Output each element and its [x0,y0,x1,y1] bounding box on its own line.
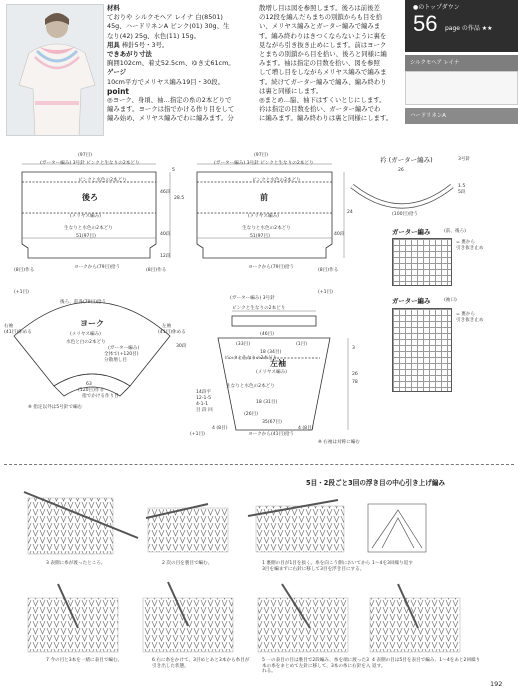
step4-caption: 4 表側の目は5目を表目で編み、1〜4をあと2回繰り返す。 [372,658,481,669]
instruction-line: 衿は指定の目数を拾い、ガーター編みでわ [259,105,381,114]
instruction-line: ◎まとめ…脇、袖下はすくいとじにします。 [259,96,386,105]
sleeve-label: 左袖 [270,359,286,368]
sleeve-mid: 18 (34目) [260,350,282,355]
yoke-right-sleeve: 右袖 [4,324,14,329]
materials-line: なり(42) 25g、水色(11) 15g。 [107,31,201,40]
step6-caption: 6 右に糸をかけて、3目めとあと3本から糸目が引き出した状態。 [152,658,250,669]
chart1-legend1: = 裏から [456,240,476,245]
instruction-line: に編みます。編み終わりは裏と同様にします。 [259,114,393,123]
tools-heading: 用具 [107,40,120,49]
step7-caption: 7 今の目と3本を一緒に表目で編む。 [46,658,123,663]
instruction-line: い、メリヤス編みとガーター編みで編みま [259,22,381,31]
sleeve-garter: (ガーター編み) 3号針 [230,296,275,301]
sleeve-mid2: 18 (31目) [256,400,278,405]
back-dim-top: 5 [172,168,175,173]
front-width-mid: 51(97目) [250,234,270,239]
back-rows-a: 46段 [160,190,171,195]
tools-text: 棒針5号・3号。 [121,40,169,49]
front-pickup: ヨークから(79目)拾う [248,265,295,270]
instruction-line: して増し目をしながらメリヤス編みで編みま [259,68,387,77]
yarn-swatch-silk: シルクモヘア レイナ [405,55,518,71]
page-number: 192 [490,680,503,688]
back-yarn2: 生なりと水色の2本どり [64,226,113,231]
chart2-legend2: 引き抜き止め [456,318,484,323]
back-gusset-left: (8目)作る [14,268,35,273]
yoke-yarn: 水色と白の2本どり [66,340,106,345]
sleeve-rows-a: (33目) [236,342,251,347]
back-rows-b: 40段 [160,232,171,237]
chart2-legend1: = 裏から [456,312,476,317]
instruction-line: の12段を編んだらまちの別鎖からも目を拾 [259,13,383,22]
step1-caption: 1 裏側の目が1目を抜く。糸を向こう側においてから3目を編まずに右針に移して3目を浮き目にする。 [262,561,371,572]
yoke-sleeve-stitches-l: (41目)休める [158,330,186,335]
instruction-line: みます。袖は指定の目数を拾い、図を参照 [259,59,380,68]
yoke-note: ※ 指定以外は5号針で編む [28,405,83,410]
collar-title: 衿 (ガーター編み) [380,156,433,164]
materials-line: ておりや シルクモヘア レイナ 白(8501) [107,13,223,22]
yoke-stitch: (メリヤス編み) [70,332,101,337]
materials-block [107,4,255,124]
project-title-box [405,0,518,52]
front-width-top: (97目) [254,153,269,158]
swatch-sample [405,71,518,105]
sleeve-yarn-mid: 生なりと水色の2本どり [226,384,275,389]
collar-needle: 3号針 [458,157,471,162]
materials-heading: 材料 [107,4,120,12]
chart1-legend2: 引き抜き止め [456,246,484,251]
sleeve-dim-b: 26 [352,372,358,377]
point-line: 編みます。ヨークは指でかける作り目をして [107,105,235,114]
yoke-bottom-sts: (120目)作る [78,388,105,393]
sleeve-yarn-top: ピンクと生なりの2本どり [232,306,286,311]
collar-rows: 5段 [458,190,466,195]
garter-chart-body [392,238,452,286]
sleeve-bottom: 35(67目) [262,420,282,425]
point-heading: point [107,86,130,96]
back-label: 後ろ [82,193,98,202]
front-yarn2: 生なりと水色の2本どり [242,226,291,231]
sleeve-side2: 4 (8目) [298,426,314,431]
back-yarn1: ピンクと水色の2本どり [78,178,127,183]
sleeve-rows-b: (1目) [296,342,308,347]
title-page-number: 56 [413,11,438,36]
front-gusset: (8目)作る [318,268,339,273]
front-rows: 40段 [334,232,345,237]
cuff-chart-body [392,308,452,392]
front-height: 24 [347,210,353,215]
point-line: ◎ヨーク、身頃、袖…指定の糸の2本どりで [107,96,232,105]
back-garter-label: (ガーター編み) 3号針 ピンクと生なりの2本どり [40,161,140,166]
sleeve-pickup: ヨークから(41目)拾う [248,432,295,437]
yoke-neck: 全体で(+120目) [104,352,139,357]
yoke-sleeve-stitches-r: (41目)休める [4,330,32,335]
technique-illustrations [18,488,518,668]
instruction-line: す。続けてガーター編みで編み、編み終わり [259,77,387,86]
back-pickup: ヨークから(79目)拾う [74,265,121,270]
step3-caption: 3 表側に糸が渡ったところ。 [46,561,106,566]
title-kicker: ●のトップダウン [413,4,460,11]
sleeve-stitch: (メリヤス編み) [256,370,287,375]
chart1-title: ガーター編み [392,228,431,236]
yoke-top: 後ろ、前各(79目)拾う [60,300,107,305]
front-garter-label: (ガーター編み) 3号針 ピンクと生なりの2本どり [214,161,314,166]
sleeve-yarn-left: ピンクと生なりの2本どり [224,356,278,361]
instruction-line: とまちの別鎖から目を拾い、後ろと同様に編 [259,50,387,59]
sleeve-top-sts: (46目) [260,332,275,337]
sleeve-cuff [232,316,316,326]
front-yarn1: ピンクと水色の2本どり [252,178,301,183]
yoke-label: ヨーク [80,319,104,328]
front-stitch: (メリヤス編み) [248,214,279,219]
back-stitch: (メリヤス編み) [70,214,101,219]
illustration-row-top [24,492,426,554]
gauge-heading: ゲージ [107,68,127,77]
yoke-inc: 分散増し目 [104,358,127,363]
back-width-top: (97目) [78,153,93,158]
back-plus1: (+1目) [14,290,29,295]
instruction-line: す。編み終わりはきつくならないように裏を [259,31,387,40]
yoke-left-sleeve: 左袖 [162,324,172,329]
instructions-block [259,4,405,124]
instruction-line: 見ながら引き抜き止めにします。前はヨーク [259,40,387,49]
point-line: 編み始め、メリヤス編みでわに編みます。分 [107,114,234,123]
step2-caption: 2 次の目を裏目で編む。 [162,561,213,566]
technique-title: 5目・2段ごと3回の浮き目の中心引き上げ編み [306,479,446,487]
step5-caption: 5 一の表目の目は裏目で2段編み、糸を端に渡った3本の糸をまとめて左針に移して、3本の糸に右針を入れる。 [262,658,371,675]
sleeve-right-note: ※ 右袖は対称に編む [318,440,361,445]
sweater-photo [6,4,104,136]
chart2-title: ガーター編み [392,297,431,305]
yoke-center: (ガーター編み) [108,346,140,351]
yarn-swatch-linen: ハードリネンA [405,108,518,124]
sleeve-row-steps: 14段平 12-1-5 4-1-1 目 段 回 [196,390,213,413]
model-illustration [7,5,104,136]
front-plus1: (+1目) [318,290,333,295]
sleeve-side1: 4 (8目) [212,426,228,431]
collar-dim: 1.5 [458,184,466,189]
chart2-note: (袖口) [444,298,457,303]
front-label: 前 [260,193,268,202]
instruction-line: は裏と同様にします。 [259,86,323,95]
chart1-note: (前、後ろ) [444,229,466,234]
section-divider [4,464,514,465]
materials-line: 45g、ハードリネンA ピンク(01) 30g、生 [107,22,230,31]
back-height-total: 28.5 [174,196,185,201]
yoke-rows: 30段 [176,344,187,349]
collar-width: 26 [398,168,404,173]
sleeve-dim-c: 78 [352,380,358,385]
title-page-suffix: page の作品 ★★ [445,25,493,32]
sleeve-bottom-inner: (26目) [244,412,259,417]
illustration-row-bottom [28,582,460,652]
yoke-cast-on: 指でかける作り目 [82,394,119,399]
yoke-bottom: 63 [86,382,92,387]
collar-pickup: (100目)拾う [392,212,419,217]
back-rows-c: 12段 [160,254,171,259]
sleeve-plus1: (+1目) [190,432,205,437]
size-text: 胸囲102cm、着丈52.5cm、ゆき丈61cm。 [107,59,235,68]
back-width-mid: 51(97目) [76,234,96,239]
diagram-note: 1〜4を3回繰り返す [372,561,413,566]
sleeve-dim-a: 3 [352,346,355,351]
size-heading: できあがり寸法 [107,50,152,59]
back-gusset-right: (8目)作る [146,268,167,273]
gauge-text: 10cm平方でメリヤス編み19目・30段。 [107,77,224,86]
instruction-line: 散増し目は図を参照します。後ろは前後差 [259,4,380,12]
